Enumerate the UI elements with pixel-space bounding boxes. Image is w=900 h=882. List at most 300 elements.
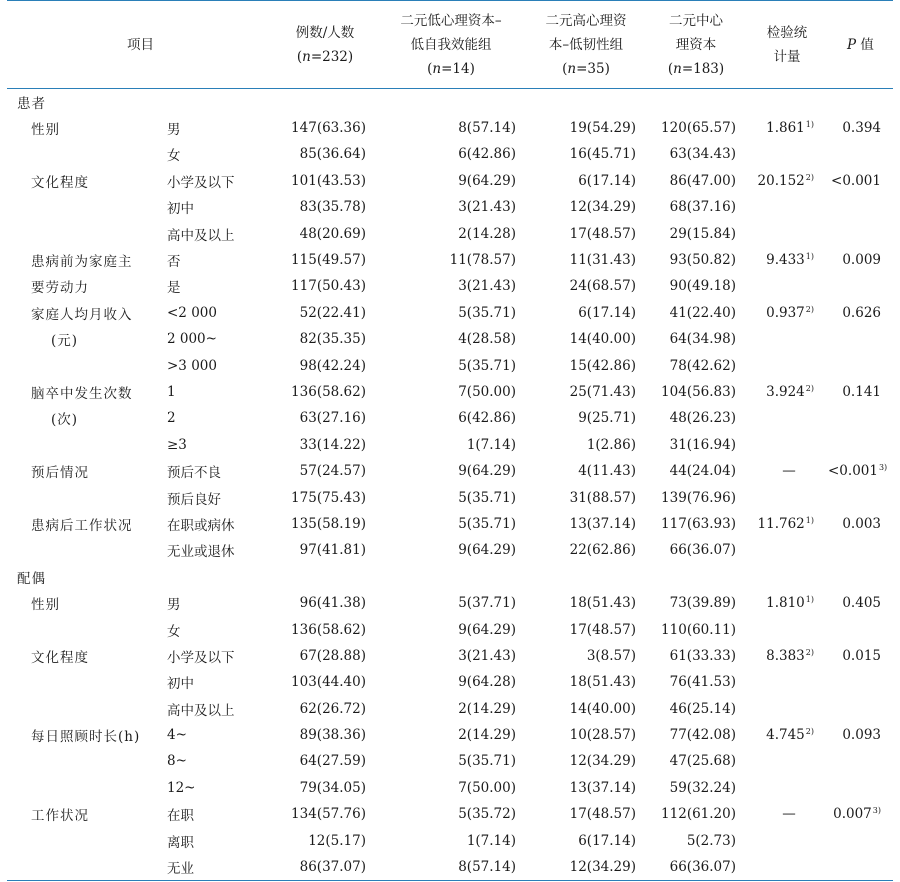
row-group3-text: 120(65.57) (661, 120, 736, 137)
row-group2-text: 17(48.57) (569, 621, 636, 638)
row-total (274, 669, 376, 695)
row-group1-text: 5(37.71) (458, 595, 516, 612)
row-p-value (828, 458, 893, 484)
row-item (7, 300, 159, 326)
table-row (7, 775, 893, 801)
row-statistic-footnote: 2) (805, 647, 814, 657)
row-group2 (526, 300, 646, 326)
row-item (7, 194, 159, 220)
row-statistic-footnote: 1) (805, 595, 814, 605)
row-group3-text: 117(63.93) (661, 515, 736, 532)
row-p-value (828, 194, 893, 220)
row-total-text: 98(42.24) (299, 357, 366, 374)
row-group2 (526, 748, 646, 774)
row-total-text: 79(34.05) (299, 779, 366, 796)
row-group3 (646, 669, 746, 695)
row-statistic-text: 4.745 (766, 727, 805, 744)
row-group1-text: 3(21.43) (458, 647, 516, 664)
row-statistic (746, 352, 828, 378)
row-category-text: <2 000 (167, 304, 217, 321)
row-total (274, 854, 376, 880)
header-group2 (526, 1, 646, 89)
table-row (7, 115, 893, 141)
row-p-value (828, 220, 893, 246)
row-category (159, 352, 274, 378)
row-group1-text: 6(42.86) (458, 146, 516, 163)
section-label (7, 89, 893, 115)
row-group1-text: 2(14.29) (458, 700, 516, 717)
row-group2 (526, 458, 646, 484)
row-group3 (646, 300, 746, 326)
row-item (7, 669, 159, 695)
row-item-text: (次) (51, 412, 79, 429)
row-item-text: 每日照顾时长(h) (31, 729, 141, 746)
row-total (274, 801, 376, 827)
row-p-value (828, 247, 893, 273)
row-statistic (746, 748, 828, 774)
row-category (159, 168, 274, 194)
row-p-value-text: 0.007 (833, 806, 872, 823)
row-statistic-footnote: 2) (805, 172, 814, 182)
row-group3 (646, 115, 746, 141)
row-group3 (646, 247, 746, 273)
section-label-text: 配偶 (17, 570, 46, 587)
row-category (159, 247, 274, 273)
row-group3 (646, 722, 746, 748)
row-category (159, 537, 274, 563)
row-statistic (746, 484, 828, 510)
row-group1 (376, 643, 526, 669)
row-statistic (746, 405, 828, 431)
row-category (159, 748, 274, 774)
row-group2-text: 13(37.14) (569, 779, 636, 796)
row-p-value (828, 352, 893, 378)
row-group2 (526, 405, 646, 431)
row-group2 (526, 775, 646, 801)
row-item-text: 脑卒中发生次数 (31, 385, 133, 402)
row-p-value (828, 695, 893, 721)
row-total (274, 115, 376, 141)
row-group3 (646, 168, 746, 194)
table-row (7, 326, 893, 352)
row-group1-text: 8(57.14) (458, 858, 516, 875)
row-group3-text: 66(36.07) (669, 858, 736, 875)
row-group1-text: 5(35.71) (458, 304, 516, 321)
row-p-value (828, 273, 893, 299)
table-row (7, 643, 893, 669)
row-group1-text: 9(64.29) (458, 463, 516, 480)
row-item (7, 273, 159, 299)
row-category (159, 669, 274, 695)
row-statistic-text: 1.810 (766, 595, 805, 612)
row-group2-text: 25(71.43) (569, 383, 636, 400)
row-group2-text: 4(11.43) (578, 463, 636, 480)
row-group2-text: 9(25.71) (578, 410, 636, 427)
row-group1 (376, 669, 526, 695)
row-item (7, 379, 159, 405)
row-p-value (828, 326, 893, 352)
row-p-value (828, 643, 893, 669)
row-statistic-footnote: 2) (805, 383, 814, 393)
row-category-text: 无业或退休 (167, 544, 235, 561)
row-p-value-text: <0.001 (828, 463, 878, 480)
row-statistic (746, 379, 828, 405)
row-group2 (526, 326, 646, 352)
row-group1 (376, 616, 526, 642)
row-p-value (828, 722, 893, 748)
row-group2-text: 31(88.57) (569, 489, 636, 506)
row-group2-text: 3(8.57) (586, 647, 636, 664)
row-category (159, 616, 274, 642)
row-group3-text: 90(49.18) (669, 278, 736, 295)
row-group2-text: 10(28.57) (569, 727, 636, 744)
row-total-text: 67(28.88) (299, 647, 366, 664)
row-total-text: 134(57.76) (291, 806, 366, 823)
row-group1-text: 1(7.14) (466, 832, 516, 849)
row-item (7, 168, 159, 194)
row-item-text: 患病后工作状况 (31, 517, 133, 534)
row-group1-text: 5(35.71) (458, 753, 516, 770)
row-total (274, 775, 376, 801)
row-total-text: 117(50.43) (291, 278, 366, 295)
row-item (7, 511, 159, 537)
row-group2-text: 1(2.86) (586, 436, 636, 453)
row-group2-text: 19(54.29) (569, 120, 636, 137)
row-category (159, 141, 274, 167)
row-group1-text: 9(64.28) (458, 674, 516, 691)
row-statistic-text: 9.433 (766, 252, 805, 269)
row-p-value (828, 168, 893, 194)
row-group2 (526, 115, 646, 141)
row-group2-text: 6(17.14) (578, 304, 636, 321)
row-total (274, 352, 376, 378)
row-category (159, 458, 274, 484)
row-item (7, 432, 159, 458)
row-total (274, 511, 376, 537)
table-header (7, 1, 893, 89)
table-row (7, 695, 893, 721)
row-group2-text: 18(51.43) (569, 595, 636, 612)
row-group3 (646, 220, 746, 246)
row-item-text: 性别 (31, 122, 60, 139)
row-group3-text: 59(32.24) (669, 779, 736, 796)
row-group1 (376, 801, 526, 827)
row-p-value (828, 300, 893, 326)
row-group3-text: 68(37.16) (669, 199, 736, 216)
row-category-text: 在职或病休 (167, 517, 235, 534)
row-group2-text: 12(34.29) (569, 199, 636, 216)
row-total (274, 616, 376, 642)
row-p-value-text: 0.394 (842, 120, 881, 137)
row-statistic (746, 115, 828, 141)
row-group3-text: 112(61.20) (661, 806, 736, 823)
row-category (159, 775, 274, 801)
section-label (7, 564, 893, 590)
row-group1 (376, 695, 526, 721)
row-category-text: 1 (167, 383, 176, 400)
row-statistic (746, 300, 828, 326)
row-item-text: 文化程度 (31, 174, 89, 191)
row-item (7, 801, 159, 827)
row-group1 (376, 300, 526, 326)
row-group2 (526, 220, 646, 246)
row-group3-text: 73(39.89) (669, 595, 736, 612)
row-category (159, 801, 274, 827)
row-statistic-text: 0.937 (766, 304, 805, 321)
row-group2-text: 24(68.57) (569, 278, 636, 295)
table-row (7, 220, 893, 246)
row-group1 (376, 458, 526, 484)
row-group1 (376, 194, 526, 220)
row-total (274, 405, 376, 431)
row-statistic (746, 695, 828, 721)
row-group2 (526, 484, 646, 510)
row-p-value-text: 0.009 (842, 252, 881, 269)
row-group1 (376, 590, 526, 616)
row-group3-text: 48(26.23) (669, 410, 736, 427)
table-row (7, 168, 893, 194)
row-group1-text: 3(21.43) (458, 278, 516, 295)
header-group1-line2: 低自我效能组 (410, 36, 492, 53)
row-item (7, 775, 159, 801)
row-group2 (526, 590, 646, 616)
row-total-text: 86(37.07) (299, 858, 366, 875)
row-p-value-text: 0.405 (842, 595, 881, 612)
row-group3 (646, 273, 746, 299)
row-group1 (376, 247, 526, 273)
row-statistic-footnote: 1) (805, 515, 814, 525)
table-row (7, 590, 893, 616)
row-total (274, 748, 376, 774)
row-p-value (828, 616, 893, 642)
row-group2 (526, 194, 646, 220)
row-group3 (646, 827, 746, 853)
row-category (159, 194, 274, 220)
row-statistic (746, 220, 828, 246)
table-row (7, 669, 893, 695)
row-group3-text: 93(50.82) (669, 252, 736, 269)
row-category (159, 432, 274, 458)
row-category-text: 2 000~ (167, 331, 217, 348)
row-group2-text: 17(48.57) (569, 225, 636, 242)
row-category-text: 初中 (167, 676, 194, 693)
row-group1-text: 9(64.29) (458, 621, 516, 638)
row-total (274, 827, 376, 853)
row-total (274, 273, 376, 299)
header-group2-line3: (n=35) (562, 60, 610, 77)
row-group2-text: 6(17.14) (578, 832, 636, 849)
row-statistic (746, 326, 828, 352)
table-row (7, 247, 893, 273)
row-group1 (376, 352, 526, 378)
row-statistic (746, 827, 828, 853)
row-category-text: 小学及以下 (167, 174, 235, 191)
row-total-text: 135(58.19) (291, 515, 366, 532)
row-group2-text: 14(40.00) (569, 331, 636, 348)
row-group1-text: 8(57.14) (458, 120, 516, 137)
row-group3 (646, 141, 746, 167)
row-total-text: 96(41.38) (299, 595, 366, 612)
row-total-text: 85(36.64) (299, 146, 366, 163)
row-p-value (828, 590, 893, 616)
row-statistic (746, 247, 828, 273)
table-row (7, 722, 893, 748)
row-item-text: 患病前为家庭主 (31, 254, 133, 271)
row-category-text: 女 (167, 623, 181, 640)
row-p-value-footnote: 3) (872, 806, 881, 816)
data-table (7, 0, 893, 881)
row-item-text: 性别 (31, 597, 60, 614)
row-group2-text: 15(42.86) (569, 357, 636, 374)
row-group3 (646, 801, 746, 827)
row-category-text: 女 (167, 148, 181, 165)
row-total-text: 12(5.17) (308, 832, 366, 849)
row-group1 (376, 379, 526, 405)
row-category (159, 405, 274, 431)
row-group3 (646, 194, 746, 220)
row-group1-text: 5(35.72) (458, 806, 516, 823)
row-category (159, 827, 274, 853)
row-group1-text: 4(28.58) (458, 331, 516, 348)
row-group3-text: 47(25.68) (669, 753, 736, 770)
row-group3-text: 104(56.83) (661, 383, 736, 400)
row-statistic (746, 141, 828, 167)
row-statistic (746, 854, 828, 880)
row-group1-text: 5(35.71) (458, 515, 516, 532)
row-category-text: 8~ (167, 753, 187, 770)
row-statistic (746, 669, 828, 695)
row-p-value-text: 0.141 (842, 383, 881, 400)
row-group2-text: 13(37.14) (569, 515, 636, 532)
row-group2 (526, 695, 646, 721)
row-total-text: 48(20.69) (299, 225, 366, 242)
row-statistic (746, 432, 828, 458)
row-group3 (646, 379, 746, 405)
row-total-text: 52(22.41) (299, 304, 366, 321)
row-total-text: 101(43.53) (291, 172, 366, 189)
row-total-text: 136(58.62) (291, 383, 366, 400)
row-group3 (646, 590, 746, 616)
table-row (7, 616, 893, 642)
row-group1 (376, 405, 526, 431)
table-row (7, 827, 893, 853)
row-total (274, 141, 376, 167)
row-group2 (526, 352, 646, 378)
row-category (159, 854, 274, 880)
row-group2 (526, 141, 646, 167)
row-group2 (526, 722, 646, 748)
row-total (274, 643, 376, 669)
row-group2 (526, 273, 646, 299)
row-group3-text: 86(47.00) (669, 172, 736, 189)
row-group3-text: 61(33.33) (669, 647, 736, 664)
row-group2-text: 16(45.71) (569, 146, 636, 163)
row-item (7, 141, 159, 167)
row-group3 (646, 352, 746, 378)
row-item (7, 405, 159, 431)
table-row (7, 484, 893, 510)
row-group3 (646, 537, 746, 563)
row-group3 (646, 405, 746, 431)
row-p-value (828, 379, 893, 405)
row-statistic (746, 801, 828, 827)
row-total (274, 537, 376, 563)
row-category-text: 男 (167, 597, 181, 614)
row-total-text: 89(38.36) (299, 727, 366, 744)
row-category (159, 722, 274, 748)
row-category (159, 379, 274, 405)
row-statistic (746, 458, 828, 484)
row-group3 (646, 748, 746, 774)
table-row (7, 352, 893, 378)
row-total (274, 300, 376, 326)
row-group1-text: 9(64.29) (458, 172, 516, 189)
row-group3-text: 66(36.07) (669, 542, 736, 559)
row-group1-text: 2(14.29) (458, 727, 516, 744)
row-statistic-footnote: 2) (805, 727, 814, 737)
row-category-text: 小学及以下 (167, 649, 235, 666)
row-group1 (376, 748, 526, 774)
row-group3-text: 31(16.94) (669, 436, 736, 453)
row-group2-text: 11(31.43) (569, 252, 636, 269)
row-group3-text: 64(34.98) (669, 331, 736, 348)
row-item (7, 643, 159, 669)
row-total (274, 458, 376, 484)
row-statistic (746, 643, 828, 669)
row-group1-text: 3(21.43) (458, 199, 516, 216)
row-group3-text: 63(34.43) (669, 146, 736, 163)
row-category-text: 4~ (167, 727, 187, 744)
row-category (159, 115, 274, 141)
row-group1-text: 7(50.00) (458, 779, 516, 796)
row-statistic-footnote: 2) (805, 304, 814, 314)
row-category-text: 高中及以上 (167, 227, 235, 244)
row-statistic-text: 8.383 (766, 647, 805, 664)
row-category (159, 300, 274, 326)
table-row (7, 432, 893, 458)
row-group3-text: 139(76.96) (661, 489, 736, 506)
table-row (7, 537, 893, 563)
row-p-value (828, 537, 893, 563)
row-total (274, 484, 376, 510)
row-statistic (746, 590, 828, 616)
row-group1 (376, 115, 526, 141)
row-group1 (376, 484, 526, 510)
row-group2 (526, 537, 646, 563)
row-item (7, 247, 159, 273)
row-group2 (526, 643, 646, 669)
row-p-value (828, 748, 893, 774)
row-group2-text: 18(51.43) (569, 674, 636, 691)
row-p-value-text: 0.003 (842, 515, 881, 532)
header-total-line1: 例数/人数 (295, 24, 355, 41)
header-total-line2: (n=232) (296, 48, 354, 65)
header-group3-line3: (n=183) (667, 60, 725, 77)
row-item (7, 590, 159, 616)
table-body (7, 89, 893, 881)
header-group2-line1: 二元高心理资 (545, 12, 627, 29)
row-category-text: 无业 (167, 860, 194, 877)
row-total-text: 62(26.72) (299, 700, 366, 717)
row-group2 (526, 379, 646, 405)
row-item-text: 预后情况 (31, 465, 89, 482)
row-category-text: 男 (167, 122, 181, 139)
row-group1 (376, 273, 526, 299)
row-group2 (526, 511, 646, 537)
row-p-value-footnote: 3) (878, 463, 888, 473)
row-group2-text: 22(62.86) (569, 542, 636, 559)
row-group1-text: 6(42.86) (458, 410, 516, 427)
